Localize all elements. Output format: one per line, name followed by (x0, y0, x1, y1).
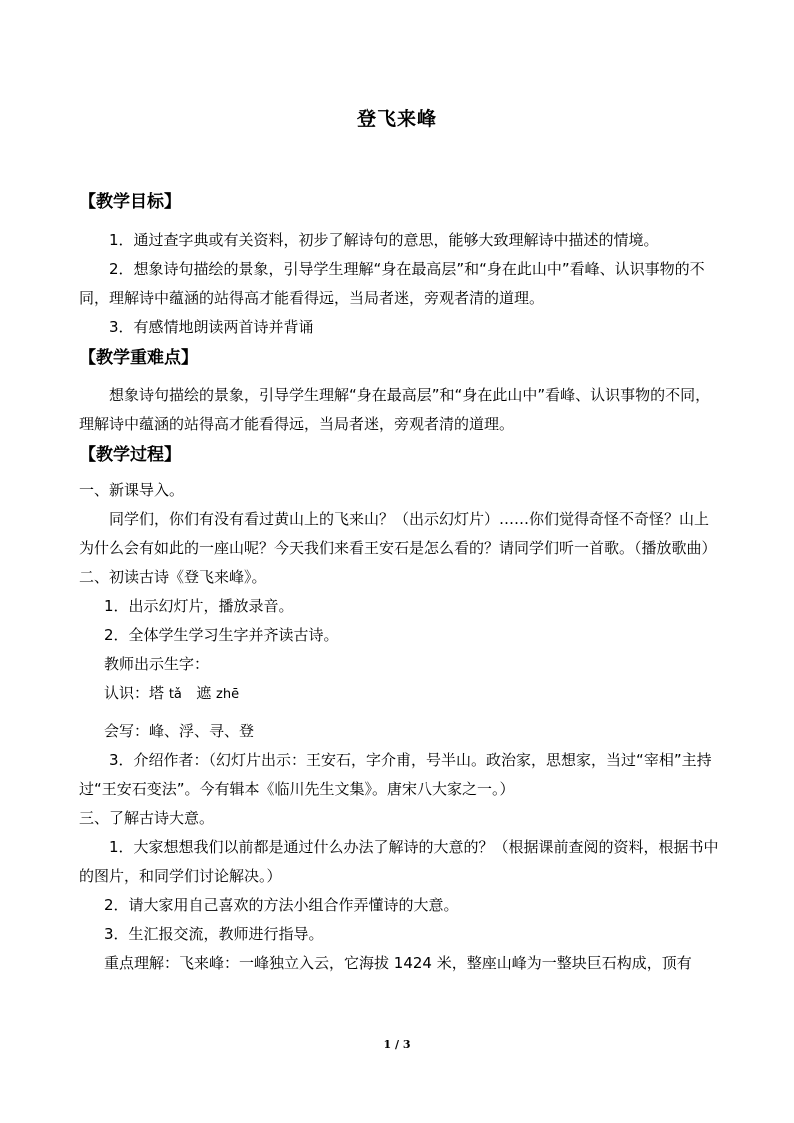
write-line: 会写：峰、浮、寻、登 (104, 722, 255, 740)
recognize-pinyin: zhē (216, 687, 240, 702)
document-body (79, 186, 719, 978)
goal-item: 3．有感情地朗读两首诗并背诵 (109, 318, 314, 336)
goal-item: 1．通过查字典或有关资料，初步了解诗句的意思，能够大致理解诗中描述的情境。 (109, 231, 659, 249)
step3-item: 1．大家想想我们以前都是通过什么办法了解诗的大意的？（根据课前查阅的资料，根据书中的图片，和同学们讨论解决。） (79, 838, 719, 885)
step1-title: 一、新课导入。 (79, 481, 185, 499)
recognize-char: 遮 (196, 684, 212, 702)
step2-item: 教师出示生字： (104, 655, 210, 673)
goal-item: 2．想象诗句描绘的景象，引导学生理解“身在最高层”和“身在此山中”看峰、认识事物的不同，理解诗中蕴涵的站得高才能看得远，当局者迷，旁观者清的道理。 (79, 260, 705, 307)
recognize-char: 塔 (149, 684, 165, 702)
page-number: 1 / 3 (383, 1038, 411, 1051)
step3-item: 3．生汇报交流，教师进行指导。 (104, 925, 324, 943)
step3-title: 三、了解古诗大意。 (79, 809, 215, 827)
step2-item: 2．全体学生学习生字并齐读古诗。 (104, 626, 339, 644)
goals-heading: 【教学目标】 (79, 192, 181, 212)
page-title: 登飞来峰 (356, 108, 437, 130)
recognize-label: 认识： (104, 684, 150, 702)
recognize-line (79, 679, 719, 709)
keypoints-text: 想象诗句描绘的景象，引导学生理解“身在最高层”和“身在此山中”看峰、认识事物的不同，理解诗中蕴涵的站得高才能看得远，当局者迷，旁观者清的道理。 (79, 386, 711, 433)
process-heading: 【教学过程】 (79, 445, 181, 465)
author-line: 3．介绍作者：（幻灯片出示：王安石，字介甫，号半山。政治家，思想家，当过“宰相”主持过“王安石变法”。今有辑本《临川先生文集》。唐宋八大家之一。） (79, 751, 712, 798)
step2-title: 二、初读古诗《登飞来峰》。 (79, 568, 267, 586)
step3-item: 2．请大家用自己喜欢的方法小组合作弄懂诗的大意。 (104, 896, 459, 914)
recognize-pinyin: tǎ (168, 687, 182, 702)
keypoints-heading: 【教学重难点】 (79, 348, 198, 368)
step2-item: 1．出示幻灯片，播放录音。 (104, 597, 294, 615)
step1-text: 同学们，你们有没有看过黄山上的飞来山？（出示幻灯片）……你们觉得奇怪不奇怪？山上为什么会有如此的一座山呢？今天我们来看王安石是怎么看的？请同学们听一首歌。（播放歌曲） (79, 510, 717, 557)
step3-item: 重点理解：飞来峰：一峰独立入云，它海拔 1424 米，整座山峰为一整块巨石构成，顶有 (104, 954, 692, 972)
